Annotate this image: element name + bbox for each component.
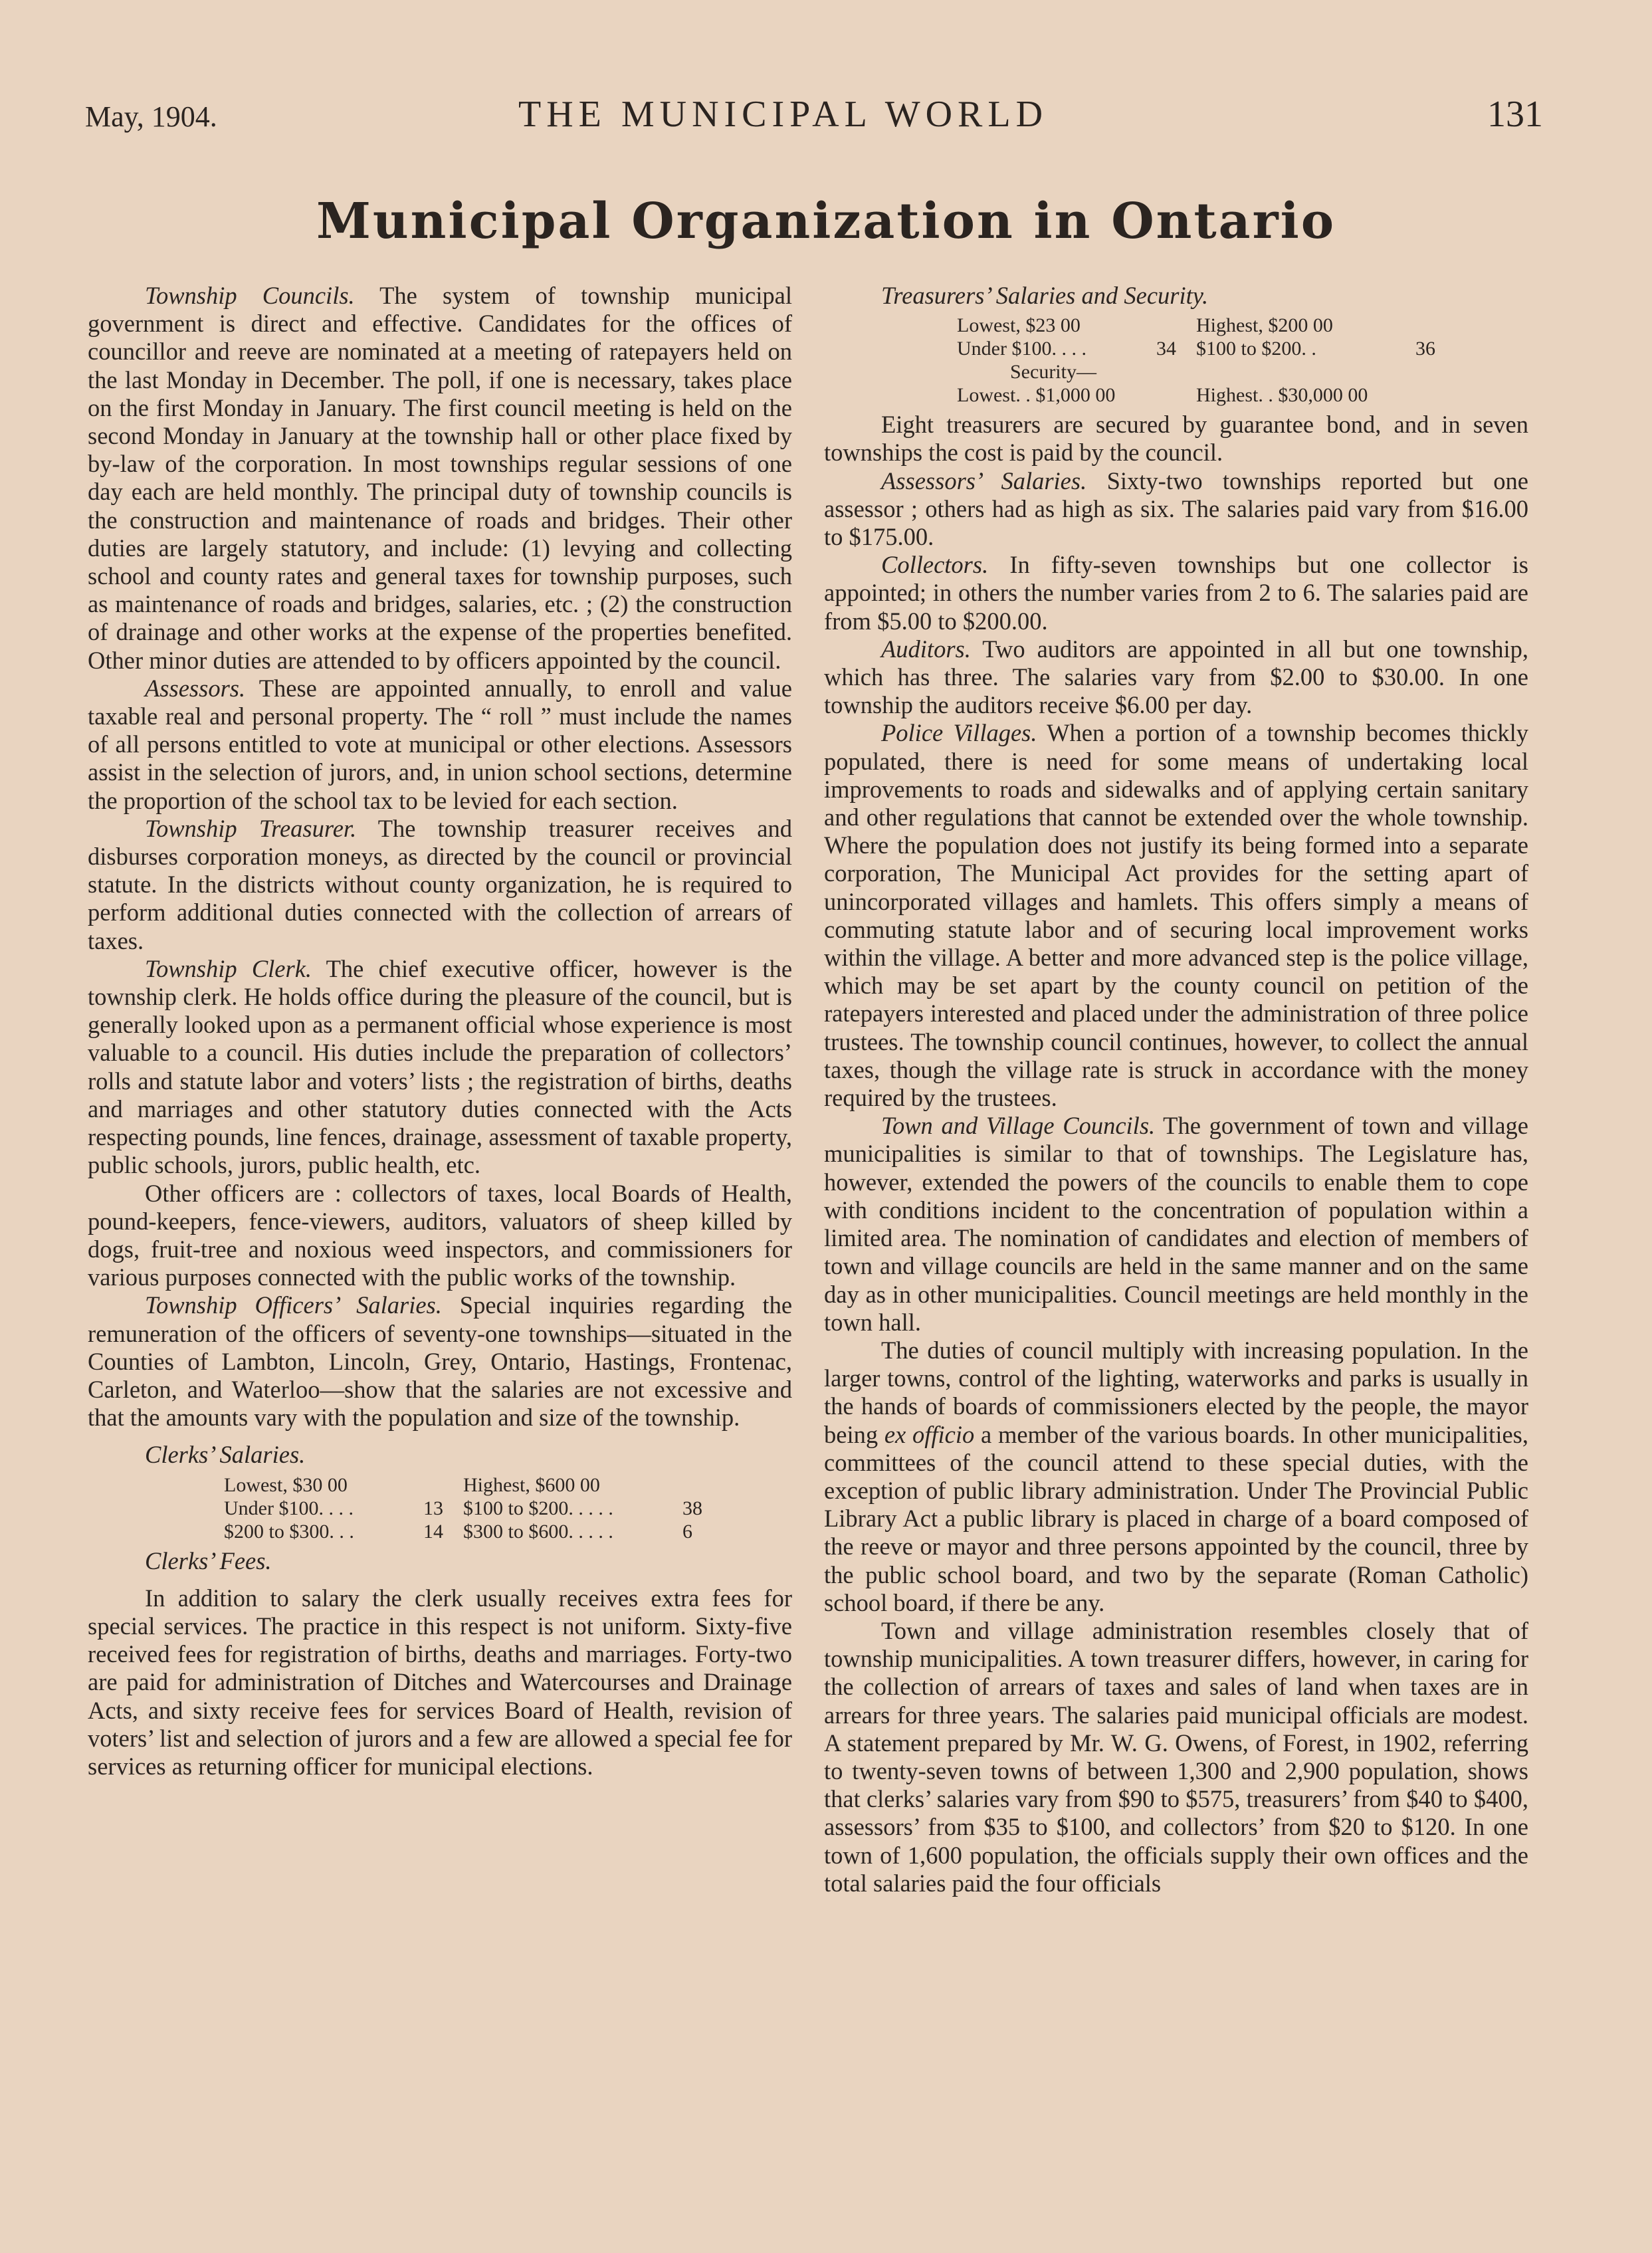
section-heading: Collectors. (881, 551, 989, 579)
paragraph (824, 1112, 1528, 1337)
section-heading: Assessors. (145, 674, 246, 702)
treasurers-heading: Treasurers’ Salaries and Security. (881, 282, 1209, 309)
table-cell: Highest, $600 00 (463, 1473, 600, 1496)
paragraph (824, 635, 1528, 720)
table-row (957, 360, 1528, 383)
table-cell: $100 to $200. . . . . (463, 1497, 613, 1519)
table-cell: 36 (1415, 338, 1435, 360)
section-heading: Township Councils. (145, 282, 355, 309)
paragraph-text: Special inquiries regarding the remuneration of the officers of seventy-one townships—situated in the Counties of Lambton, Lincoln, Grey, Ontario, Hastings, Frontenac, Carleton, and Waterloo—show that the salaries are not excessive and that the amounts vary with the population and size of the township. (88, 1291, 793, 1432)
clerks-salaries-heading: Clerks’ Salaries. (145, 1441, 306, 1469)
section-heading: Assessors’ Salaries. (881, 467, 1087, 494)
paragraph (88, 675, 792, 815)
table-cell: Highest. . $30,000 00 (1196, 384, 1368, 407)
paragraph-text: a member of the various boards. In other municipalities, committees of the council attend to these special duties, with the exception of public library administration. Under The Provincial Public Library Act a public library is placed in charge of a board composed of the reeve or mayor and three persons appointed by the council, three by the public school board, and two by the separate (Roman Catholic) school board, if there be any. (824, 1420, 1528, 1616)
table-cell: Highest, $200 00 (1196, 314, 1333, 337)
table-cell: Security— (1010, 361, 1096, 383)
table-row (224, 1497, 792, 1520)
paragraph-text: These are appointed annually, to enroll and value taxable real and personal property. The “ roll ” must include the names of all persons entitled to vote at municipal or other elections. Assessors assist in the selection of jurors, and, in union school sections, determine the proportion of the school tax to be levied for each section. (88, 674, 792, 814)
table-cell: Under $100. . . . (957, 338, 1086, 360)
left-column (88, 282, 792, 1780)
paragraph-text: The township treasurer receives and disburses corporation moneys, as directed by the council or provincial statute. In the districts without county organization, he is required to perform additional duties connected with the collection of arrears of taxes. (88, 814, 792, 954)
table-cell (1415, 314, 1455, 337)
clerks-salaries-table (224, 1473, 792, 1543)
section-heading: Police Villages. (881, 719, 1037, 747)
paragraph: Town and village administration resembles closely that of township municipalities. A town treasurer differs, however, in caring for the collection of arrears of taxes and sales of land when taxes are in arrears for three years. The salaries paid municipal officials are modest. A statement prepared by Mr. W. G. Owens, of Forest, in 1902, referring to twenty-seven towns of between 1,300 and 2,900 population, shows that clerks’ salaries vary from $90 to $575, treasurers’ from $40 to $400, assessors’ from $35 to $100, and collectors’ from $20 to $120. In one town of 1,600 population, the officials supply their own offices and the total salaries paid the four officials (824, 1616, 1528, 1897)
table-cell: 13 (423, 1497, 443, 1519)
section-heading: Township Treasurer. (145, 814, 357, 842)
page-number: 131 (1487, 94, 1543, 135)
clerks-fees-heading: Clerks’ Fees. (145, 1547, 272, 1574)
paragraph (824, 719, 1528, 1112)
paragraph (88, 955, 792, 1180)
table-cell: 6 (682, 1520, 692, 1543)
table-cell (1156, 314, 1196, 337)
paragraph (88, 282, 792, 675)
paragraph (824, 1337, 1528, 1617)
paragraph: In addition to salary the clerk usually receives extra fees for special services. The practice in this respect is not uniform. Sixty-five received fees for registration of births, deaths and marriages. Forty-two are paid for administration of Ditches and Watercourses and Drainage Acts, and sixty receive fees for services Board of Health, revision of voters’ list and selection of jurors and a few are allowed a special fee for services as returning officer for municipal elections. (88, 1584, 792, 1780)
table-cell: Lowest. . $1,000 00 (957, 384, 1116, 407)
issue-date: May, 1904. (85, 100, 217, 133)
treasurers-table (957, 314, 1528, 407)
paragraph-text: The system of township municipal government is direct and effective. Candidates for the offices of councillor and reeve are nominated at a meeting of ratepayers held on the last Monday in December. The poll, if one is necessary, takes place on the first Monday in January. The first council meeting is held on the second Monday in January at the township hall or other place fixed by by-law of the corporation. In most townships regular sessions of one day each are held monthly. The principal duty of township councils is the construction and maintenance of roads and bridges. Their other duties are largely statutory, and include: (1) levying and collecting school and county rates and general taxes for township purposes, such as maintenance of roads and bridges, salaries, etc. ; (2) the construction of drainage and other works at the expense of the properties benefited. Other minor duties are attended to by officers appointed by the council. (88, 282, 792, 674)
table-cell (423, 1473, 463, 1497)
table-row (957, 383, 1528, 407)
table-cell: Lowest, $30 00 (224, 1473, 348, 1496)
table-row (957, 337, 1528, 360)
paragraph-text: The government of town and village municipalities is similar to that of townships. The Legislature has, however, extended the powers of the councils to enable them to cope with conditions incident to the concentration of population within a limited area. The nomination of candidates and election of members of town and village councils are held in the same manner and on the same day as in other municipalities. Council meetings are held monthly in the town hall. (824, 1112, 1529, 1336)
paragraph-text: Two auditors are appointed in all but one township, which has three. The salaries vary from $2.00 to $30.00. In one township the auditors receive $6.00 per day. (824, 635, 1528, 719)
table-cell: Under $100. . . . (224, 1497, 354, 1519)
paragraph: Eight treasurers are secured by guarantee bond, and in seven townships the cost is paid by the council. (824, 411, 1528, 467)
article-title: Municipal Organization in Ontario (316, 193, 1336, 250)
section-heading: Township Officers’ Salaries. (145, 1291, 442, 1319)
paragraph: Other officers are : collectors of taxes, local Boards of Health, pound-keepers, fence-viewers, auditors, valuators of sheep killed by dogs, fruit-tree and noxious weed inspectors, and commissioners for various purposes connected with the public works of the township. (88, 1179, 792, 1291)
right-column (824, 282, 1528, 1897)
journal-title: THE MUNICIPAL WORLD (518, 94, 1049, 135)
paragraph (824, 551, 1528, 635)
section-heading: Township Clerk. (145, 954, 312, 982)
paragraph-text: When a portion of a township becomes thickly populated, there is need for some means of undertaking local improvements to roads and sidewalks and of applying certain sanitary and other regulations that cannot be extended over the whole township. Where the population does not justify its being formed into a separate corporation, The Municipal Act provides for the setting apart of unincorporated villages and hamlets. This offers simply a means of commuting statute labor and of securing local improvement works within the village. A better and more advanced step is the police village, which may be set apart by the county council on petition of the ratepayers interested and placed under the administration of three police trustees. The township council continues, however, to collect the annual taxes, though the village rate is struck in accordance with the money required by the trustees. (824, 719, 1528, 1112)
table-cell: 14 (423, 1520, 443, 1543)
table-cell: 38 (682, 1497, 702, 1519)
section-heading: Town and Village Councils. (881, 1112, 1156, 1140)
paragraph (824, 467, 1528, 552)
table-row (224, 1473, 792, 1497)
section-heading: Auditors. (881, 635, 971, 663)
table-cell (682, 1473, 722, 1497)
table-cell: $200 to $300. . . (224, 1520, 354, 1543)
paragraph-text: Sixty-two townships reported but one assessor ; others had as high as six. The salaries paid vary from $16.00 to $175.00. (824, 467, 1528, 551)
paragraph-text: The chief executive officer, however is the township clerk. He holds office during the pleasure of the council, but is generally looked upon as a permanent official whose experience is most valuable to a council. His duties include the preparation of collectors’ rolls and statute labor and voters’ lists ; the registration of births, deaths and marriages and other statutory duties connected with the Acts respecting pounds, line fences, drainage, assessment of taxable property, public schools, jurors, public health, etc. (88, 954, 793, 1179)
table-cell: $100 to $200. . (1196, 338, 1316, 360)
table-row (957, 314, 1528, 337)
table-cell: $300 to $600. . . . . (463, 1520, 613, 1543)
table-row (224, 1520, 792, 1543)
paragraph (88, 815, 792, 955)
italic-phrase: ex officio (884, 1420, 975, 1448)
paragraph-text: In fifty-seven townships but one collector is appointed; in others the number varies from 2 to 6. The salaries paid are from $5.00 to $200.00. (824, 551, 1528, 635)
paragraph (88, 1291, 792, 1432)
paragraph-text: The duties of council multiply with increasing population. In the larger towns, control of the lighting, waterworks and parks is usually in the hands of boards of commissioners elected by the people, the mayor being (824, 1336, 1528, 1448)
table-cell: 34 (1156, 338, 1176, 360)
table-cell: Lowest, $23 00 (957, 314, 1081, 337)
